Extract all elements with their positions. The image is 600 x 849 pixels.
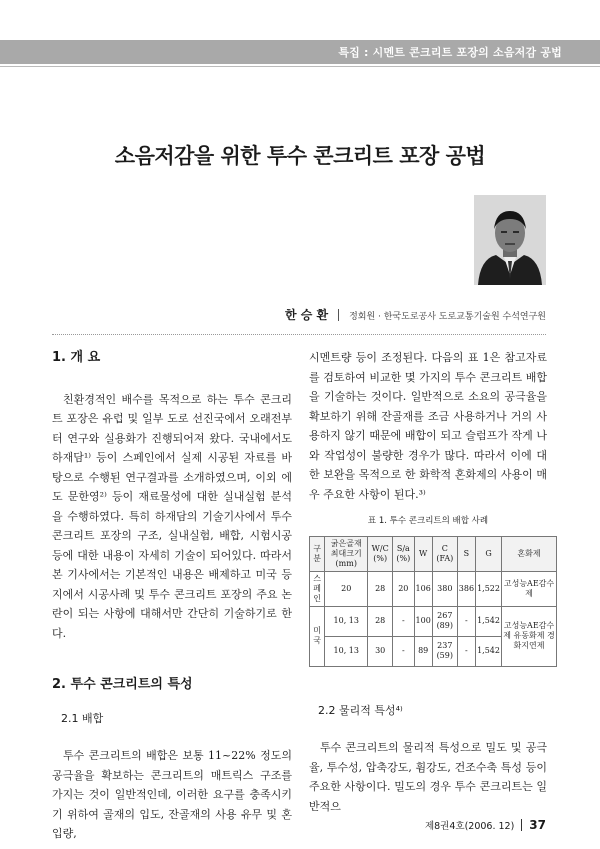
th-aggregate: 굵은골재 최대크기 (mm) — [325, 536, 368, 571]
subsection-physical-paragraph: 투수 콘크리트의 물리적 특성으로 밀도 및 공극율, 투수성, 압축강도, 휨강도, 건조수축 특성 등이 주요한 사항이다. 밀도의 경우 투수 콘크리트는 일반적으 — [309, 741, 547, 813]
th-s: S — [457, 536, 475, 571]
cell-us1-agg: 10, 13 — [325, 606, 368, 636]
issue-info: 제8권4호(2006. 12) — [424, 821, 515, 832]
right-column-paragraph: 시멘트량 등이 조정된다. 다음의 표 1은 참고자료를 검토하여 비교한 몇 가지의 투수 콘크리트 배합을 기술하는 것이다. 일반적으로 소요의 공극율을 확보하기 위해 잔골재를 조금 사용하거나 거의 사용하지 않기 때문에 배합이 되고 슬럼프가 작게 나와 작업성이 불량한 경우가 많다. 따라서 이에 대한 보완을 목적으로 한 화학적 혼화제의 사용이 매우 주요한 사항이 된다.³⁾ — [309, 351, 547, 501]
section1-heading: 1. 개 요 — [52, 350, 101, 365]
cell-us2-w: 89 — [414, 636, 432, 666]
table-header-row — [310, 536, 557, 571]
header-divider — [0, 66, 600, 67]
th-wc: W/C (%) — [368, 536, 393, 571]
header-bar — [0, 40, 600, 64]
cell-us1-sa: - — [393, 606, 414, 636]
right-column — [309, 348, 555, 816]
article-title: 소음저감을 위한 투수 콘크리트 포장 공법 — [114, 144, 486, 168]
table-row — [310, 571, 557, 606]
cell-spain-c: 380 — [432, 571, 457, 606]
cell-spain-sa: 20 — [393, 571, 414, 606]
th-sa: S/a (%) — [393, 536, 414, 571]
table-caption: 표 1. 투수 콘크리트의 배합 사례 — [367, 516, 489, 526]
cell-spain-agg: 20 — [325, 571, 368, 606]
cell-spain-s: 386 — [457, 571, 475, 606]
cell-us-admix: 고성능AE감수제 유동화제 경화지연제 — [502, 606, 557, 666]
table-row — [310, 606, 557, 636]
dotted-divider — [52, 334, 546, 335]
cell-spain-admix: 고성능AE감수제 — [502, 571, 557, 606]
cell-us1-c: 267 (89) — [432, 606, 457, 636]
cell-us-label: 미국 — [310, 606, 325, 666]
th-g: G — [476, 536, 502, 571]
cell-us1-s: - — [457, 606, 475, 636]
author-name: 한 승 환 — [284, 308, 329, 322]
cell-us2-sa: - — [393, 636, 414, 666]
th-w: W — [414, 536, 432, 571]
cell-us1-g: 1,542 — [476, 606, 502, 636]
th-c: C (FA) — [432, 536, 457, 571]
page-number: 37 — [529, 818, 546, 832]
left-column — [52, 348, 292, 844]
author-photo — [474, 195, 546, 285]
author-separator — [338, 309, 339, 321]
footer-separator — [521, 819, 522, 831]
cell-us2-g: 1,542 — [476, 636, 502, 666]
th-division: 구 분 — [310, 536, 325, 571]
cell-spain-g: 1,522 — [476, 571, 502, 606]
subsection-mix-paragraph: 투수 콘크리트의 배합은 보통 11~22% 정도의 공극율을 확보하는 콘크리트의 매트릭스 구조를 가지는 것이 일반적인데, 이러한 요구를 충족시키기 위하여 골재의 입도, 잔골재의 사용 유무 및 혼입량, — [52, 749, 292, 840]
cell-us1-wc: 28 — [368, 606, 393, 636]
subsection-mix-heading: 2.1 배합 — [61, 711, 104, 725]
cell-us2-s: - — [457, 636, 475, 666]
author-line — [285, 304, 546, 323]
cell-us2-wc: 30 — [368, 636, 393, 666]
author-affiliation: 정회원 · 한국도로공사 도로교통기술원 수석연구원 — [349, 312, 546, 322]
subsection-physical-heading: 2.2 물리적 특성⁴⁾ — [318, 703, 403, 717]
page-footer — [425, 818, 546, 832]
cell-spain-label: 스페인 — [310, 571, 325, 606]
cell-us2-c: 237 (59) — [432, 636, 457, 666]
section1-paragraph: 친환경적인 배수를 목적으로 하는 투수 콘크리트 포장은 유럽 및 일부 도로 선진국에서 오래전부터 연구와 실용화가 진행되어져 왔다. 국내에서도 하재담¹⁾ 등이 스페인에서 실제 시공된 자료를 바탕으로 수행된 연구결과를 소개하였으며, 이외 에도 문한영²⁾ 등이 재료물성에 대한 실내실험 분석을 수행하였다. 특히 하재담의 기술기사에서 투수 콘크리트 포장의 구조, 실내실험, 배합, 시험시공 등에 대한 내용이 자세히 기술이 되어있다. 따라서 본 기사에서는 기본적인 내용은 배제하고 미국 등지에서 시공사례 및 투수 콘크리트 포장의 주요 논란이 되는 사항에 대해서만 간단히 기술하기로 한다. — [52, 392, 292, 640]
cell-spain-w: 106 — [414, 571, 432, 606]
cell-us1-w: 100 — [414, 606, 432, 636]
section2-heading: 2. 투수 콘크리트의 특성 — [52, 677, 193, 692]
cell-us2-agg: 10, 13 — [325, 636, 368, 666]
th-admixture: 혼화제 — [502, 536, 557, 571]
cell-spain-wc: 28 — [368, 571, 393, 606]
mix-table — [309, 536, 557, 667]
header-text: 특집 : 시멘트 콘크리트 포장의 소음저감 공법 — [338, 46, 562, 59]
